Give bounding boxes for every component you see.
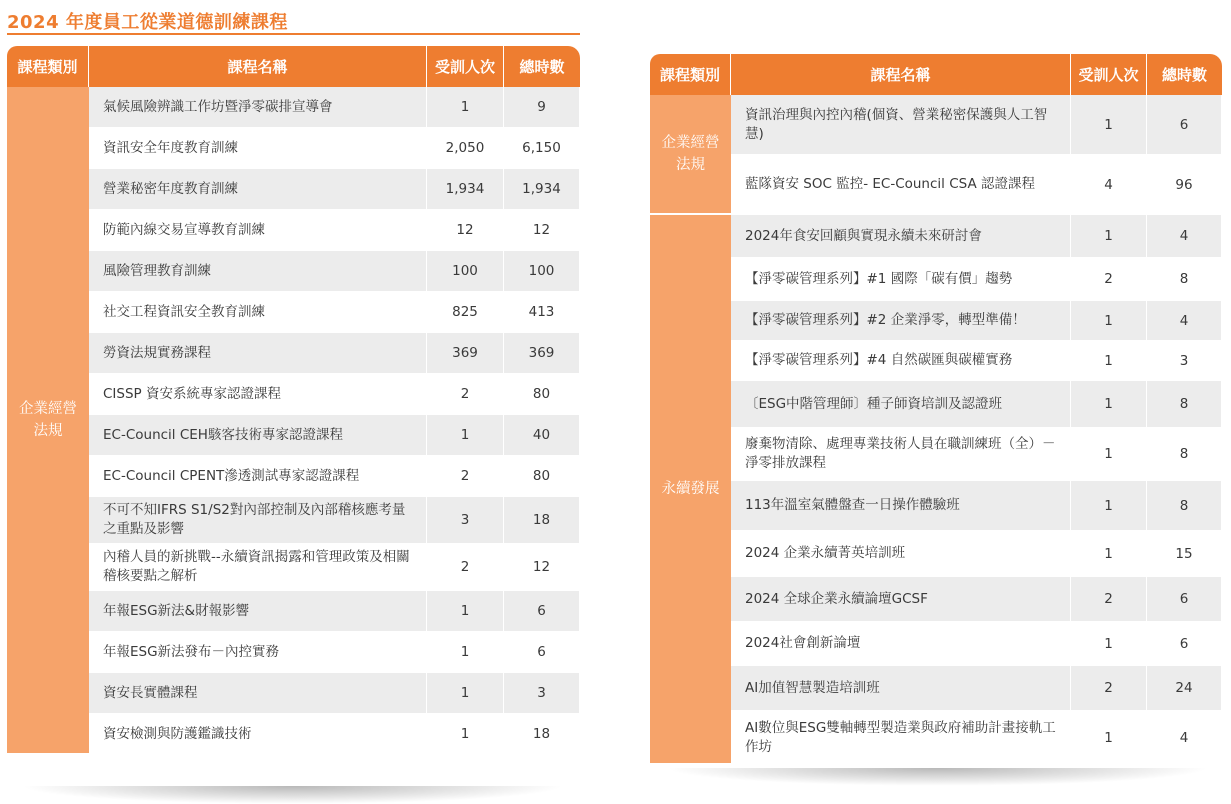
total-hours-cell: 80 — [504, 456, 580, 497]
course-name-cell: 內稽人員的新挑戰--永續資訊揭露和管理政策及相關稽核要點之解析 — [89, 544, 427, 591]
total-hours-cell: 9 — [504, 87, 580, 128]
trainees-cell: 4 — [1071, 155, 1147, 215]
total-hours-cell: 15 — [1147, 531, 1222, 577]
total-hours-cell: 4 — [1147, 301, 1222, 341]
table-row — [650, 666, 1222, 711]
table-row — [7, 374, 580, 415]
trainees-cell: 1 — [1071, 481, 1147, 531]
trainees-cell: 2 — [427, 456, 504, 497]
total-hours-cell: 12 — [504, 210, 580, 251]
category-cell: 企業經營 法規 — [7, 87, 89, 755]
table-row — [650, 301, 1222, 341]
course-name-cell: 氣候風險辨識工作坊暨淨零碳排宣導會 — [89, 87, 427, 128]
trainees-cell: 1 — [427, 415, 504, 456]
left-course-table — [7, 46, 580, 755]
table-row — [7, 497, 580, 544]
trainees-cell: 1 — [1071, 531, 1147, 577]
course-name-cell: 【淨零碳管理系列】#1 國際「碳有價」趨勢 — [731, 258, 1071, 301]
header-course-name: 課程名稱 — [89, 46, 427, 87]
total-hours-cell: 413 — [504, 292, 580, 333]
total-hours-cell: 8 — [1147, 481, 1222, 531]
table-row — [650, 428, 1222, 481]
trainees-cell: 825 — [427, 292, 504, 333]
trainees-cell: 2 — [427, 374, 504, 415]
total-hours-cell: 100 — [504, 251, 580, 292]
trainees-cell: 2 — [1071, 666, 1147, 711]
total-hours-cell: 6 — [1147, 622, 1222, 666]
right-course-table — [650, 54, 1222, 765]
trainees-cell: 1,934 — [427, 169, 504, 210]
total-hours-cell: 18 — [504, 714, 580, 755]
course-name-cell: 2024 企業永續菁英培訓班 — [731, 531, 1071, 577]
table-row — [7, 591, 580, 632]
trainees-cell: 1 — [1071, 215, 1147, 258]
total-hours-cell: 18 — [504, 497, 580, 544]
table-row — [650, 258, 1222, 301]
table-row — [7, 415, 580, 456]
total-hours-cell: 8 — [1147, 428, 1222, 481]
table-row — [650, 381, 1222, 428]
total-hours-cell: 12 — [504, 544, 580, 591]
course-name-cell: 風險管理教育訓練 — [89, 251, 427, 292]
header-course-name: 課程名稱 — [731, 54, 1071, 95]
total-hours-cell: 6,150 — [504, 128, 580, 169]
course-name-cell: 年報ESG新法&財報影響 — [89, 591, 427, 632]
right-table-shadow — [665, 768, 1210, 786]
title-divider — [7, 33, 580, 35]
table-row — [7, 333, 580, 374]
table-row — [650, 215, 1222, 258]
total-hours-cell: 96 — [1147, 155, 1222, 215]
total-hours-cell: 1,934 — [504, 169, 580, 210]
page-title: 2024 年度員工從業道德訓練課程 — [7, 12, 288, 33]
total-hours-cell: 8 — [1147, 381, 1222, 428]
trainees-cell: 3 — [427, 497, 504, 544]
trainees-cell: 1 — [427, 591, 504, 632]
total-hours-cell: 40 — [504, 415, 580, 456]
course-name-cell: 防範內線交易宣導教育訓練 — [89, 210, 427, 251]
total-hours-cell: 80 — [504, 374, 580, 415]
trainees-cell: 1 — [427, 673, 504, 714]
course-name-cell: 2024社會創新論壇 — [731, 622, 1071, 666]
total-hours-cell: 6 — [504, 632, 580, 673]
category-cell: 企業經營 法規 — [650, 95, 731, 215]
table-row — [650, 531, 1222, 577]
table-row — [7, 292, 580, 333]
course-name-cell: 【淨零碳管理系列】#2 企業淨零，轉型準備！ — [731, 301, 1071, 341]
category-cell: 永續發展 — [650, 215, 731, 765]
course-name-cell: 廢棄物清除、處理專業技術人員在職訓練班（全）－淨零排放課程 — [731, 428, 1071, 481]
header-category: 課程類別 — [650, 54, 731, 95]
header-category: 課程類別 — [7, 46, 89, 87]
course-name-cell: 勞資法規實務課程 — [89, 333, 427, 374]
course-name-cell: 〔ESG中階管理師〕種子師資培訓及認證班 — [731, 381, 1071, 428]
table-row — [650, 577, 1222, 622]
header-row — [7, 46, 580, 87]
table-row — [7, 251, 580, 292]
trainees-cell: 1 — [427, 87, 504, 128]
course-name-cell: AI加值智慧製造培訓班 — [731, 666, 1071, 711]
trainees-cell: 2 — [427, 544, 504, 591]
course-name-cell: EC-Council CEH駭客技術專家認證課程 — [89, 415, 427, 456]
table-row — [7, 128, 580, 169]
course-name-cell: 113年溫室氣體盤查一日操作體驗班 — [731, 481, 1071, 531]
total-hours-cell: 6 — [1147, 577, 1222, 622]
course-name-cell: 社交工程資訊安全教育訓練 — [89, 292, 427, 333]
trainees-cell: 1 — [1071, 428, 1147, 481]
total-hours-cell: 3 — [504, 673, 580, 714]
course-name-cell: AI數位與ESG雙軸轉型製造業與政府補助計畫接軌工作坊 — [731, 711, 1071, 765]
header-row — [650, 54, 1222, 95]
trainees-cell: 1 — [1071, 341, 1147, 381]
table-row — [650, 341, 1222, 381]
left-table — [7, 46, 580, 755]
total-hours-cell: 4 — [1147, 215, 1222, 258]
table-row — [650, 481, 1222, 531]
trainees-cell: 1 — [1071, 711, 1147, 765]
total-hours-cell: 24 — [1147, 666, 1222, 711]
course-name-cell: EC-Council CPENT滲透測試專家認證課程 — [89, 456, 427, 497]
trainees-cell: 2 — [1071, 258, 1147, 301]
course-name-cell: 【淨零碳管理系列】#4 自然碳匯與碳權實務 — [731, 341, 1071, 381]
table-row — [650, 711, 1222, 765]
trainees-cell: 100 — [427, 251, 504, 292]
course-name-cell: 資安檢測與防護鑑識技術 — [89, 714, 427, 755]
table-row — [7, 87, 580, 128]
trainees-cell: 1 — [427, 632, 504, 673]
total-hours-cell: 6 — [504, 591, 580, 632]
course-name-cell: 資訊安全年度教育訓練 — [89, 128, 427, 169]
total-hours-cell: 8 — [1147, 258, 1222, 301]
right-table — [650, 54, 1222, 765]
header-trainees: 受訓人次 — [427, 46, 504, 87]
total-hours-cell: 369 — [504, 333, 580, 374]
course-name-cell: 營業秘密年度教育訓練 — [89, 169, 427, 210]
total-hours-cell: 4 — [1147, 711, 1222, 765]
table-row — [650, 622, 1222, 666]
table-row — [650, 95, 1222, 155]
table-row — [7, 714, 580, 755]
trainees-cell: 2 — [1071, 577, 1147, 622]
trainees-cell: 1 — [427, 714, 504, 755]
course-name-cell: 資訊治理與內控內稽(個資、營業秘密保護與人工智慧) — [731, 95, 1071, 155]
trainees-cell: 369 — [427, 333, 504, 374]
table-row — [7, 544, 580, 591]
table-row — [7, 210, 580, 251]
header-total-hours: 總時數 — [504, 46, 580, 87]
table-row — [7, 632, 580, 673]
trainees-cell: 1 — [1071, 95, 1147, 155]
course-name-cell: 資安長實體課程 — [89, 673, 427, 714]
course-name-cell: 藍隊資安 SOC 監控- EC-Council CSA 認證課程 — [731, 155, 1071, 215]
total-hours-cell: 6 — [1147, 95, 1222, 155]
trainees-cell: 1 — [1071, 622, 1147, 666]
trainees-cell: 2,050 — [427, 128, 504, 169]
course-name-cell: 不可不知IFRS S1/S2對內部控制及內部稽核應考量之重點及影響 — [89, 497, 427, 544]
course-name-cell: 年報ESG新法發布－內控實務 — [89, 632, 427, 673]
header-trainees: 受訓人次 — [1071, 54, 1147, 95]
trainees-cell: 1 — [1071, 301, 1147, 341]
total-hours-cell: 3 — [1147, 341, 1222, 381]
course-name-cell: CISSP 資安系統專家認證課程 — [89, 374, 427, 415]
trainees-cell: 12 — [427, 210, 504, 251]
table-row — [7, 673, 580, 714]
table-row — [7, 169, 580, 210]
course-name-cell: 2024 全球企業永續論壇GCSF — [731, 577, 1071, 622]
header-total-hours: 總時數 — [1147, 54, 1222, 95]
course-name-cell: 2024年食安回顧與實現永續未來研討會 — [731, 215, 1071, 258]
table-row — [650, 155, 1222, 215]
table-row — [7, 456, 580, 497]
trainees-cell: 1 — [1071, 381, 1147, 428]
